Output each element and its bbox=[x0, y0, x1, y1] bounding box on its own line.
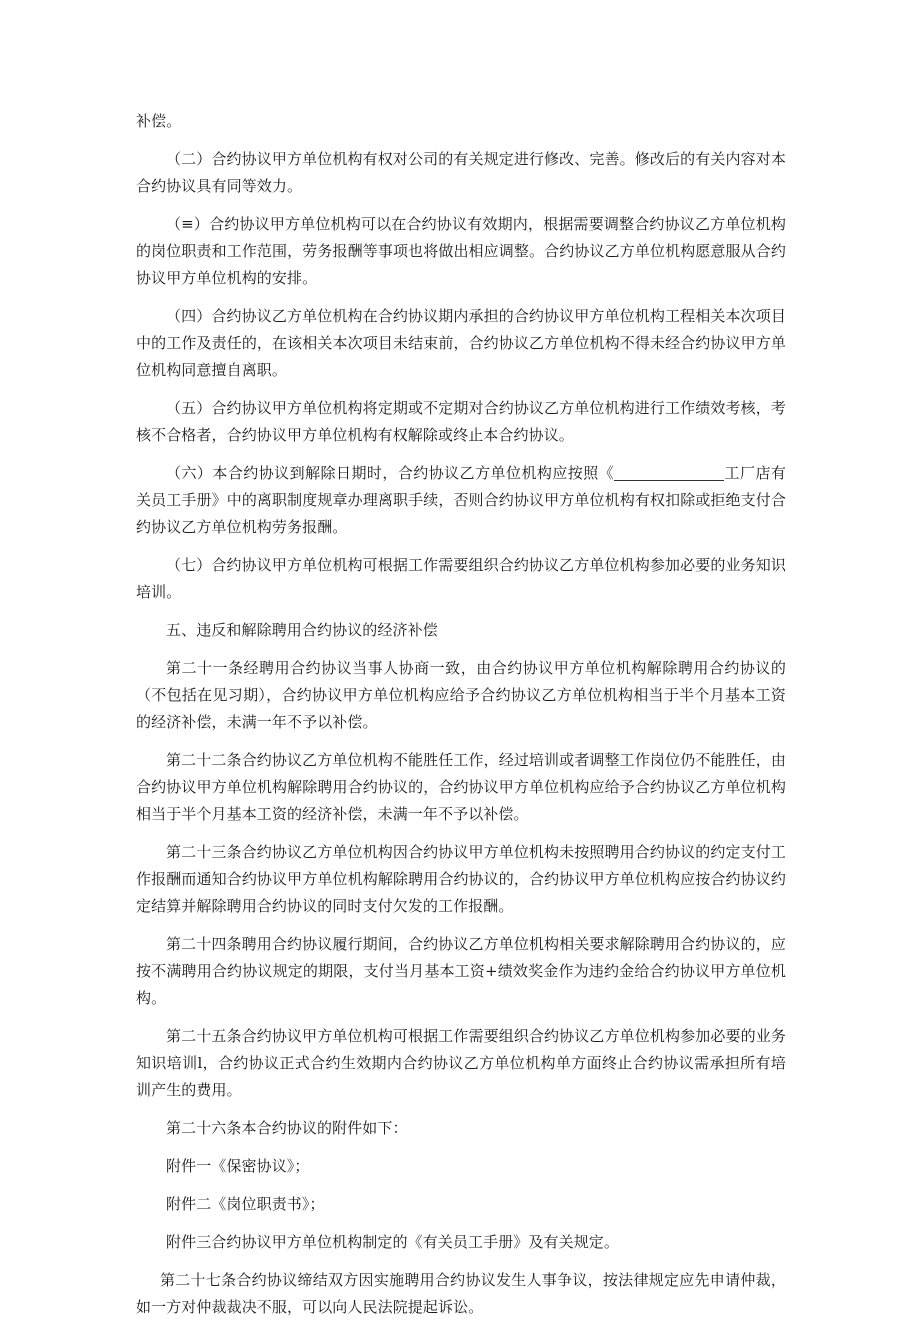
annex-1: 附件一《保密协议》； bbox=[166, 1157, 310, 1175]
article-26: 第二十六条本合约协议的附件如下： bbox=[166, 1119, 408, 1137]
article-25: 第二十五条合约协议甲方单位机构可根据工作需要组织合约协议乙方单位机构参加必要的业务知识培训l，合约协议正式合约生效期内合约协议乙方单位机构单方面终止合约协议需承担所有培训产生的费用。 bbox=[136, 1027, 786, 1099]
clause-6-text-after: 工厂店有关员工手册》中的离职制度规章办理离职手续，否则合约协议甲方单位机构有权扣除或拒绝支付合约协议乙方单位机构劳务报酬。 bbox=[136, 464, 787, 536]
paragraph-clause-2: （二）合约协议甲方单位机构有权对公司的有关规定进行修改、完善。修改后的有关内容对本合约协议具有同等效力。 bbox=[136, 150, 786, 195]
section-5-heading: 五、违反和解除聘用合约协议的经济补偿 bbox=[166, 621, 438, 639]
paragraph-clause-4: （四）合约协议乙方单位机构在合约协议期内承担的合约协议甲方单位机构工程相关本次项目中的工作及责任的，在该相关本次项目未结束前，合约协议乙方单位机构不得未经合约协议甲方单位机构同意擅自离职。 bbox=[136, 307, 786, 379]
annex-2: 附件二《岗位职责书》； bbox=[166, 1195, 325, 1213]
article-27: 第二十七条合约协议缔结双方因实施聘用合约协议发生人事争议，按法律规定应先申请仲裁，如一方对仲裁裁决不服，可以向人民法院提起诉讼。 bbox=[136, 1271, 786, 1316]
paragraph-clause-7: （七）合约协议甲方单位机构可根据工作需要组织合约协议乙方单位机构参加必要的业务知识培训。 bbox=[136, 556, 786, 601]
article-22: 第二十二条合约协议乙方单位机构不能胜任工作，经过培训或者调整工作岗位仍不能胜任，由合约协议甲方单位机构解除聘用合约协议的，合约协议甲方单位机构应给予合约协议乙方单位机构相当于半个月基本工资的经济补偿，未满一年不予以补偿。 bbox=[136, 751, 786, 823]
paragraph-compensation-end: 补偿。 bbox=[136, 112, 182, 130]
article-24: 第二十四条聘用合约协议履行期间，合约协议乙方单位机构相关要求解除聘用合约协议的，应按不满聘用合约协议规定的期限，支付当月基本工资+绩效奖金作为违约金给合约协议甲方单位机构。 bbox=[136, 935, 786, 1007]
fill-in-blank-line[interactable] bbox=[614, 464, 724, 481]
paragraph-clause-3: （≡）合约协议甲方单位机构可以在合约协议有效期内，根据需要调整合约协议乙方单位机构的岗位职责和工作范围，劳务报酬等事项也将做出相应调整。合约协议乙方单位机构愿意服从合约协议甲方单位机构的安排。 bbox=[136, 215, 786, 287]
article-21: 第二十一条经聘用合约协议当事人协商一致，由合约协议甲方单位机构解除聘用合约协议的（不包括在见习期），合约协议甲方单位机构应给予合约协议乙方单位机构相当于半个月基本工资的经济补偿，未满一年不予以补偿。 bbox=[136, 659, 786, 731]
document-page bbox=[136, 108, 786, 1332]
paragraph-clause-5: （五）合约协议甲方单位机构将定期或不定期对合约协议乙方单位机构进行工作绩效考核，考核不合格者，合约协议甲方单位机构有权解除或终止本合约协议。 bbox=[136, 399, 786, 444]
paragraph-clause-6 bbox=[136, 460, 786, 541]
annex-3: 附件三合约协议甲方单位机构制定的《有关员工手册》及有关规定。 bbox=[166, 1233, 620, 1251]
article-23: 第二十三条合约协议乙方单位机构因合约协议甲方单位机构未按照聘用合约协议的约定支付工作报酬而通知合约协议甲方单位机构解除聘用合约协议的，合约协议甲方单位机构应按合约协议约定结算并解除聘用合约协议的同时支付欠发的工作报酬。 bbox=[136, 843, 786, 915]
clause-6-text-before: （六）本合约协议到解除日期时，合约协议乙方单位机构应按照《 bbox=[166, 464, 615, 482]
